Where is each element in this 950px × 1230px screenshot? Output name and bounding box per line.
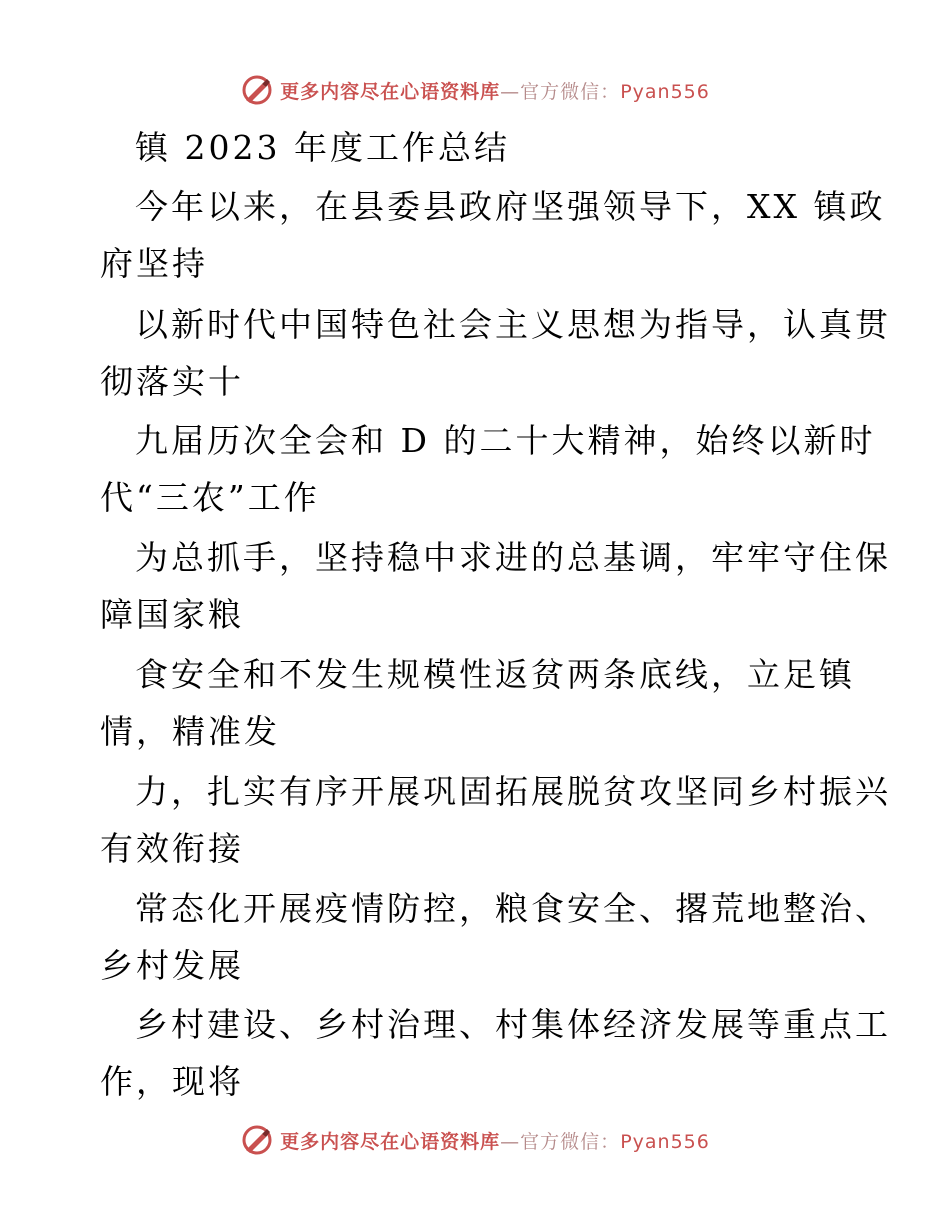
paragraph-line: 力，扎实有序开展巩固拓展脱贫攻坚同乡村振兴 xyxy=(135,772,891,811)
paragraph-line: 障国家粮 xyxy=(100,595,244,634)
paragraph-line: 代“三农”工作 xyxy=(100,478,320,517)
paragraph-line: 以新时代中国特色社会主义思想为指导，认真贯 xyxy=(135,305,891,344)
watermark-wechat-label: 官方微信： xyxy=(520,80,621,103)
watermark-separator: — xyxy=(500,80,521,103)
footer-watermark xyxy=(0,1120,950,1160)
pen-logo-icon xyxy=(240,73,274,107)
paragraph-line: 乡村建设、乡村治理、村集体经济发展等重点工 xyxy=(135,1005,891,1044)
paragraph-line: 有效衔接 xyxy=(100,829,244,868)
header-watermark xyxy=(0,70,950,110)
paragraph-line: 九届历次全会和 D 的二十大精神，始终以新时 xyxy=(135,421,876,460)
watermark-separator: — xyxy=(500,1130,521,1153)
pen-logo-icon xyxy=(240,1123,274,1157)
paragraph-line: 食安全和不发生规模性返贫两条底线，立足镇 xyxy=(135,655,855,694)
watermark-text xyxy=(280,77,710,104)
paragraph-line: 情，精准发 xyxy=(100,712,280,751)
paragraph-line: 作，现将 xyxy=(100,1062,244,1101)
paragraph-line: 乡村发展 xyxy=(100,946,244,985)
paragraph-line: 常态化开展疫情防控，粮食安全、撂荒地整治、 xyxy=(135,889,891,928)
paragraph-line: 为总抓手，坚持稳中求进的总基调，牢牢守住保 xyxy=(135,538,891,577)
document-title: 镇 2023 年度工作总结 xyxy=(135,128,510,167)
watermark-text xyxy=(280,1127,710,1154)
watermark-site: 更多内容尽在心语资料库 xyxy=(280,1130,501,1153)
paragraph-line: 府坚持 xyxy=(100,244,208,283)
watermark-wechat-id: Pyan556 xyxy=(620,1130,710,1153)
paragraph-line: 彻落实十 xyxy=(100,362,244,401)
watermark-site: 更多内容尽在心语资料库 xyxy=(280,80,501,103)
watermark-wechat-label: 官方微信： xyxy=(520,1130,621,1153)
paragraph-line: 今年以来，在县委县政府坚强领导下，XX 镇政 xyxy=(135,187,886,226)
watermark-wechat-id: Pyan556 xyxy=(620,80,710,103)
